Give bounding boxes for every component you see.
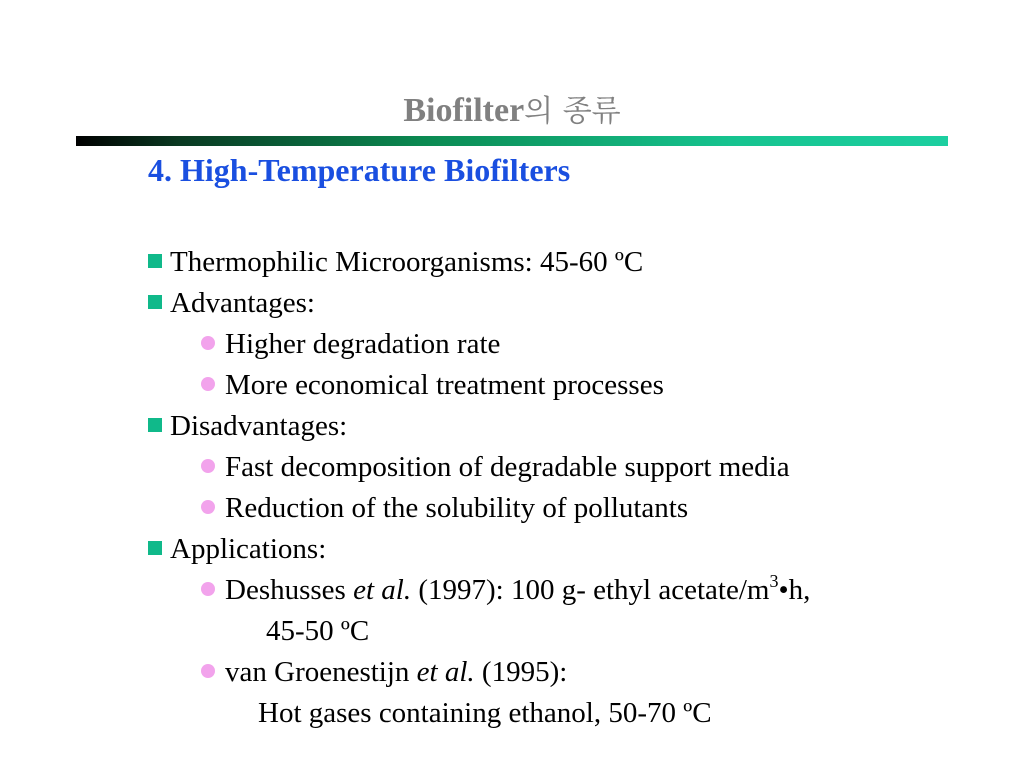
dot-bullet-icon <box>201 377 215 391</box>
dot-bullet-icon <box>201 336 215 350</box>
citation-etal: et al. <box>353 574 412 606</box>
bullet-text: Higher degradation rate <box>225 328 501 360</box>
square-bullet-icon <box>148 541 162 555</box>
bullet-text: More economical treatment processes <box>225 369 664 401</box>
square-bullet-icon <box>148 295 162 309</box>
bullet-text: Applications: <box>170 533 327 565</box>
sub-bullet-app-1 <box>201 573 810 607</box>
bullet-applications <box>148 532 326 566</box>
citation-detail: (1997): 100 g- ethyl acetate/m <box>418 574 770 606</box>
dot-bullet-icon <box>201 459 215 473</box>
bullet-text: Disadvantages: <box>170 410 348 442</box>
sub-bullet-app-2 <box>201 655 567 689</box>
superscript: 3 <box>769 571 779 591</box>
sub-bullet-app-1-continued: 45-50 ºC <box>266 615 370 647</box>
bullet-text: Reduction of the solubility of pollutants <box>225 492 689 524</box>
square-bullet-icon <box>148 418 162 432</box>
dot-bullet-icon <box>201 582 215 596</box>
dot-bullet-icon <box>201 664 215 678</box>
square-bullet-icon <box>148 254 162 268</box>
sub-bullet-dis-2 <box>201 491 688 525</box>
citation-detail: (1995): <box>481 656 568 688</box>
dot-bullet-icon <box>201 500 215 514</box>
citation-etal: et al. <box>416 656 475 688</box>
bullet-thermophilic <box>148 245 643 279</box>
bullet-disadvantages <box>148 409 347 443</box>
sub-bullet-adv-1 <box>201 327 500 361</box>
citation-tail: •h, <box>778 574 811 606</box>
sub-bullet-app-2-continued: Hot gases containing ethanol, 50-70 ºC <box>258 697 712 729</box>
slide-title-main: Biofilter <box>403 92 525 129</box>
bullet-text: Advantages: <box>170 287 315 319</box>
citation-author: Deshusses <box>225 574 346 606</box>
sub-bullet-adv-2 <box>201 368 664 402</box>
section-heading: 4. High-Temperature Biofilters <box>148 152 571 188</box>
bullet-text: Thermophilic Microorganisms: 45-60 ºC <box>170 246 644 278</box>
bullet-text: Fast decomposition of degradable support media <box>225 451 790 483</box>
slide-title-suffix: 의 종류 <box>524 94 621 129</box>
sub-bullet-dis-1 <box>201 450 790 484</box>
bullet-advantages <box>148 286 315 320</box>
citation-author: van Groenestijn <box>225 656 410 688</box>
